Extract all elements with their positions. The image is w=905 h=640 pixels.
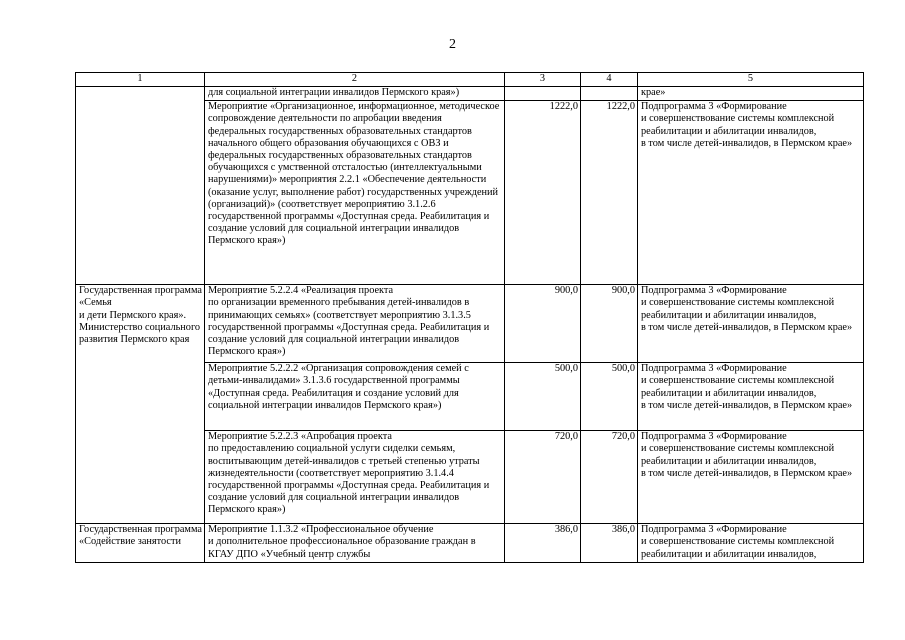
cell-subprogram: Подпрограмма 3 «Формирование и совершенствование системы комплексной реабилитации и абилитации инвалидов, в том числе детей-инвалидов, в Пермском крае» — [638, 285, 864, 363]
cell-measure: Мероприятие 5.2.2.4 «Реализация проекта по организации временного пребывания детей-инвалидов в принимающих семьях» (соответствует мероприятию 3.1.3.5 государственной программы «Доступная среда. Реабилитация и создание условий для социальной интеграции инвалидов Пермского края») — [205, 285, 505, 363]
cell-amount-plan: 900,0 — [505, 285, 581, 363]
table-row — [76, 363, 864, 431]
cell-amount-plan — [505, 87, 581, 101]
header-col-1: 1 — [76, 73, 205, 87]
cell-program — [76, 363, 205, 431]
measures-table — [75, 72, 864, 563]
cell-amount-plan: 720,0 — [505, 431, 581, 524]
table-row — [76, 101, 864, 285]
cell-amount-fact: 720,0 — [581, 431, 638, 524]
header-col-3: 3 — [505, 73, 581, 87]
cell-subprogram: Подпрограмма 3 «Формирование и совершенствование системы комплексной реабилитации и абилитации инвалидов, — [638, 524, 864, 563]
cell-amount-plan: 1222,0 — [505, 101, 581, 285]
cell-subprogram: Подпрограмма 3 «Формирование и совершенствование системы комплексной реабилитации и абилитации инвалидов, в том числе детей-инвалидов, в Пермском крае» — [638, 363, 864, 431]
cell-amount-fact — [581, 87, 638, 101]
cell-program — [76, 87, 205, 101]
cell-subprogram: Подпрограмма 3 «Формирование и совершенствование системы комплексной реабилитации и абилитации инвалидов, в том числе детей-инвалидов, в Пермском крае» — [638, 101, 864, 285]
cell-amount-fact: 386,0 — [581, 524, 638, 563]
cell-amount-plan: 500,0 — [505, 363, 581, 431]
cell-program — [76, 431, 205, 524]
cell-measure: Мероприятие «Организационное, информационное, методическое сопровождение деятельности по апробации введения федеральных государственных образовательных стандартов начального общего образования обучающихся с ОВЗ и федеральных государственных образовательных стандартов обучающихся с умственной отсталостью (интеллектуальными нарушениями)» мероприятия 2.2.1 «Обеспечение деятельности (оказание услуг, выполнение работ) государственных учреждений (организаций)» (соответствует мероприятию 3.1.2.6 государственной программы «Доступная среда. Реабилитация и создание условий для социальной интеграции инвалидов Пермского края») — [205, 101, 505, 285]
cell-amount-fact: 1222,0 — [581, 101, 638, 285]
table-row — [76, 285, 864, 363]
header-col-4: 4 — [581, 73, 638, 87]
cell-measure: Мероприятие 5.2.2.3 «Апробация проекта по предоставлению социальной услуги сиделки семьям, воспитывающим детей-инвалидов с третьей степенью утраты жизнедеятельности (соответствует мероприятию 3.1.4.4 государственной программы «Доступная среда. Реабилитация и создание условий для социальной интеграции инвалидов Пермского края») — [205, 431, 505, 524]
cell-amount-fact: 900,0 — [581, 285, 638, 363]
cell-program — [76, 101, 205, 285]
page-number: 2 — [449, 37, 456, 52]
table-row — [76, 87, 864, 101]
cell-amount-plan: 386,0 — [505, 524, 581, 563]
cell-subprogram: крае» — [638, 87, 864, 101]
header-col-5: 5 — [638, 73, 864, 87]
cell-measure: Мероприятие 5.2.2.2 «Организация сопровождения семей с детьми-инвалидами» 3.1.3.6 государственной программы «Доступная среда. Реабилитация и создание условий для социальной интеграции инвалидов Пермского края») — [205, 363, 505, 431]
cell-amount-fact: 500,0 — [581, 363, 638, 431]
table-row — [76, 431, 864, 524]
header-col-2: 2 — [205, 73, 505, 87]
cell-program: Государственная программа «Содействие занятости — [76, 524, 205, 563]
table-header-row — [76, 73, 864, 87]
cell-measure: для социальной интеграции инвалидов Пермского края») — [205, 87, 505, 101]
cell-program: Государственная программа «Семья и дети Пермского края». Министерство социального развития Пермского края — [76, 285, 205, 363]
table-row — [76, 524, 864, 563]
cell-measure: Мероприятие 1.1.3.2 «Профессиональное обучение и дополнительное профессиональное образование граждан в КГАУ ДПО «Учебный центр службы — [205, 524, 505, 563]
cell-subprogram: Подпрограмма 3 «Формирование и совершенствование системы комплексной реабилитации и абилитации инвалидов, в том числе детей-инвалидов, в Пермском крае» — [638, 431, 864, 524]
